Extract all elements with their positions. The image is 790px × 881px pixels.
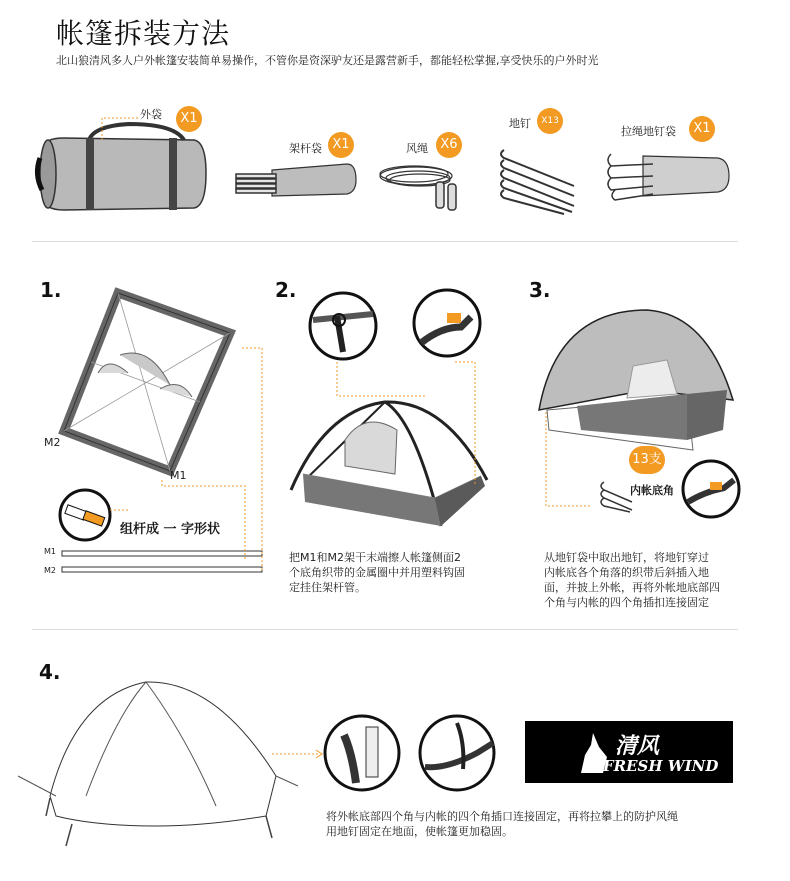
part-label-ground-pegs: 地钉: [509, 117, 531, 130]
step-4-assembled-tent: [16, 676, 300, 851]
step-4-orange-leader: [270, 748, 326, 760]
part-count-peg-bag: X1: [689, 116, 715, 142]
step-3-corner-detail-icon: [680, 458, 742, 520]
section-divider-1: [32, 241, 738, 242]
step-3-count-badge: 13支: [629, 446, 665, 474]
part-label-wind-rope: 风绳: [406, 142, 428, 155]
leader-line-outer-bag: [100, 112, 140, 142]
part-count-pole-bag: X1: [328, 132, 354, 158]
step-2-clip-detail-icon: [307, 290, 379, 362]
peg-bag-illustration: [603, 146, 733, 211]
step-4-buckle-detail-icon: [322, 713, 402, 793]
wind-rope-illustration: [376, 158, 476, 213]
brand-logo: [525, 721, 733, 783]
section-divider-2: [32, 629, 738, 630]
step-1-m1-label: M1: [170, 469, 187, 482]
step-1-caption: 组杆成 一 字形状: [120, 522, 221, 537]
part-count-outer-bag: X1: [176, 106, 202, 132]
part-label-peg-bag: 拉绳地钉袋: [621, 125, 676, 138]
step-4-number: 4.: [39, 660, 61, 684]
brand-name-cn: 清风: [615, 733, 660, 759]
page-title: 帐篷拆装方法: [56, 17, 231, 50]
step-3-inner-corner-label: 内帐底角: [630, 484, 674, 497]
step-4-rope-detail-icon: [417, 713, 497, 793]
step-4-description: 将外帐底部四个角与内帐的四个角插口连接固定，再将拉攀上的防护风绳 用地钉固定在地面，使帐篷更加稳固。: [326, 810, 678, 838]
step-3-number: 3.: [529, 278, 551, 302]
step-2-orange-leader: [335, 360, 495, 490]
part-label-pole-bag: 架杆袋: [289, 142, 322, 155]
step-1-m2-label: M2: [44, 436, 61, 449]
step-2-hook-detail-icon: [411, 287, 483, 359]
brand-name-en: FRESH WIND: [603, 757, 719, 775]
step-1-pole-m2-label: M2: [44, 566, 56, 575]
ground-pegs-illustration: [494, 146, 584, 216]
page-subtitle: 北山狼清风多人户外帐篷安装简单易操作，不管你是资深驴友还是露营新手，都能轻松掌握,享受快乐的户外时光: [56, 54, 599, 67]
step-1-number: 1.: [40, 278, 62, 302]
step-3-description: 从地钉袋中取出地钉，将地钉穿过 内帐底各个角落的织带后斜插入地 面，并披上外帐，再将外帐地底部四 个角与内帐的四个角插扣连接固定: [544, 551, 720, 609]
part-count-wind-rope: X6: [436, 132, 462, 158]
step-2-number: 2.: [275, 278, 297, 302]
pole-bag-illustration: [232, 160, 362, 205]
step-3-orange-leader: [540, 410, 600, 510]
part-label-outer-bag: 外袋: [140, 108, 162, 121]
step-1-orange-leader: [160, 340, 270, 580]
part-count-ground-pegs: X13: [537, 108, 563, 134]
step-1-pole-joint-icon: [58, 488, 112, 542]
step-1-pole-m1-label: M1: [44, 547, 56, 556]
step-1-leader-line: [110, 505, 130, 515]
step-2-description: 把M1和M2架干末端擦人帐篷侧面2 个底角织带的金属圈中并用塑料钩固 定挂住架杆管。: [289, 551, 465, 594]
